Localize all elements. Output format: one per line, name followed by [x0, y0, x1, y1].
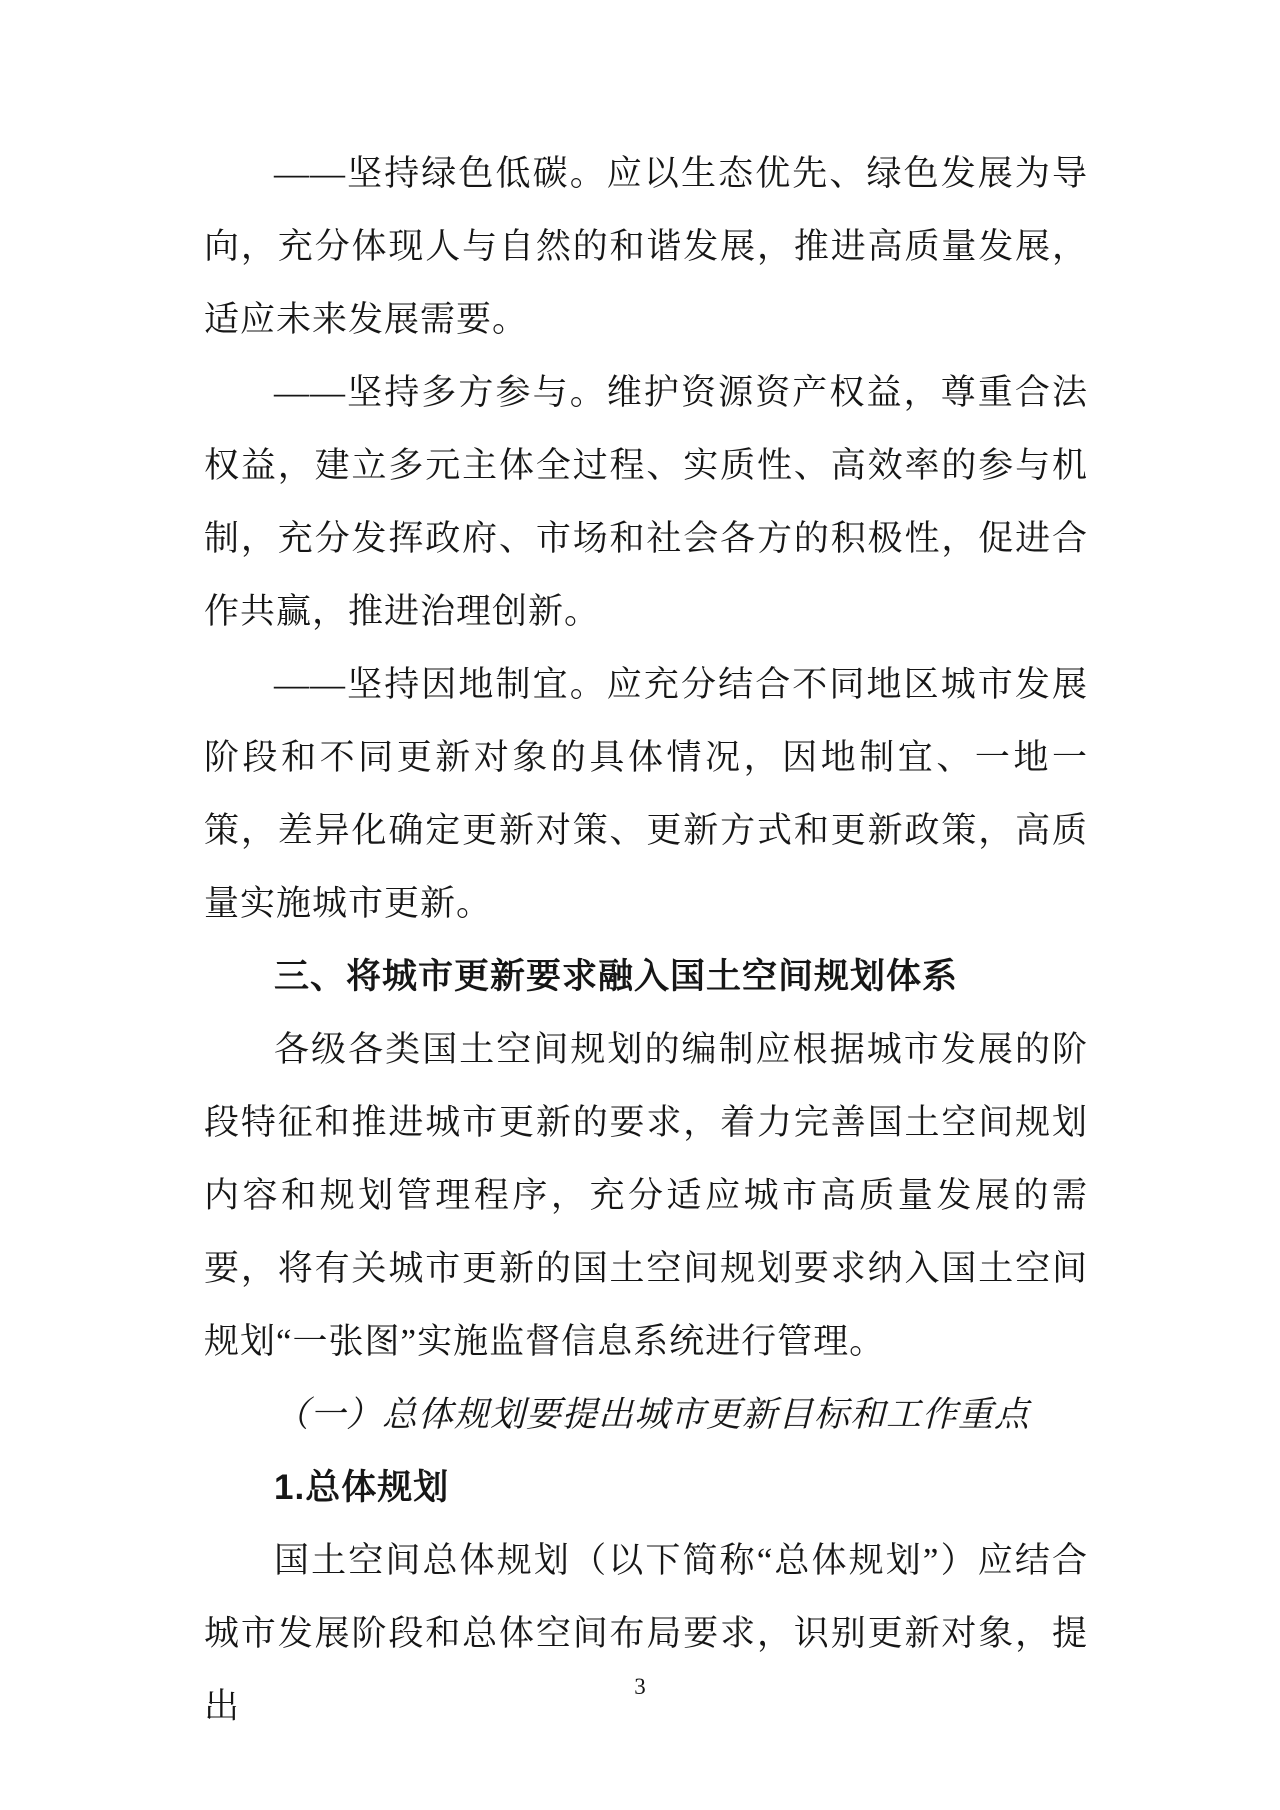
paragraph-local-conditions: ——坚持因地制宜。应充分结合不同地区城市发展阶段和不同更新对象的具体情况，因地制宜、一地一策，差异化确定更新对策、更新方式和更新政策，高质量实施城市更新。 [204, 665, 1088, 923]
section-heading-three: 三、将城市更新要求融入国土空间规划体系 [274, 957, 959, 996]
paragraph-multi-party-participation: ——坚持多方参与。维护资源资产权益，尊重合法权益，建立多元主体全过程、实质性、高效率的参与机制，充分发挥政府、市场和社会各方的积极性，促进合作共赢，推进治理创新。 [204, 373, 1088, 631]
paragraph-green-low-carbon: ——坚持绿色低碳。应以生态优先、绿色发展为导向，充分体现人与自然的和谐发展，推进高质量发展，适应未来发展需要。 [204, 154, 1088, 339]
page-number: 3 [634, 1674, 646, 1699]
document-body [204, 137, 1088, 1743]
numbered-heading-master-plan: 1.总体规划 [274, 1468, 450, 1507]
paragraph-planning-system: 各级各类国土空间规划的编制应根据城市发展的阶段特征和推进城市更新的要求，着力完善国土空间规划内容和规划管理程序，充分适应城市高质量发展的需要，将有关城市更新的国土空间规划要求纳入国土空间规划“一张图”实施监督信息系统进行管理。 [204, 1030, 1088, 1361]
paragraph-master-plan-body: 国土空间总体规划（以下简称“总体规划”）应结合城市发展阶段和总体空间布局要求，识别更新对象，提出 [204, 1541, 1088, 1726]
subsection-heading-one: （一）总体规划要提出城市更新目标和工作重点 [274, 1395, 1031, 1434]
